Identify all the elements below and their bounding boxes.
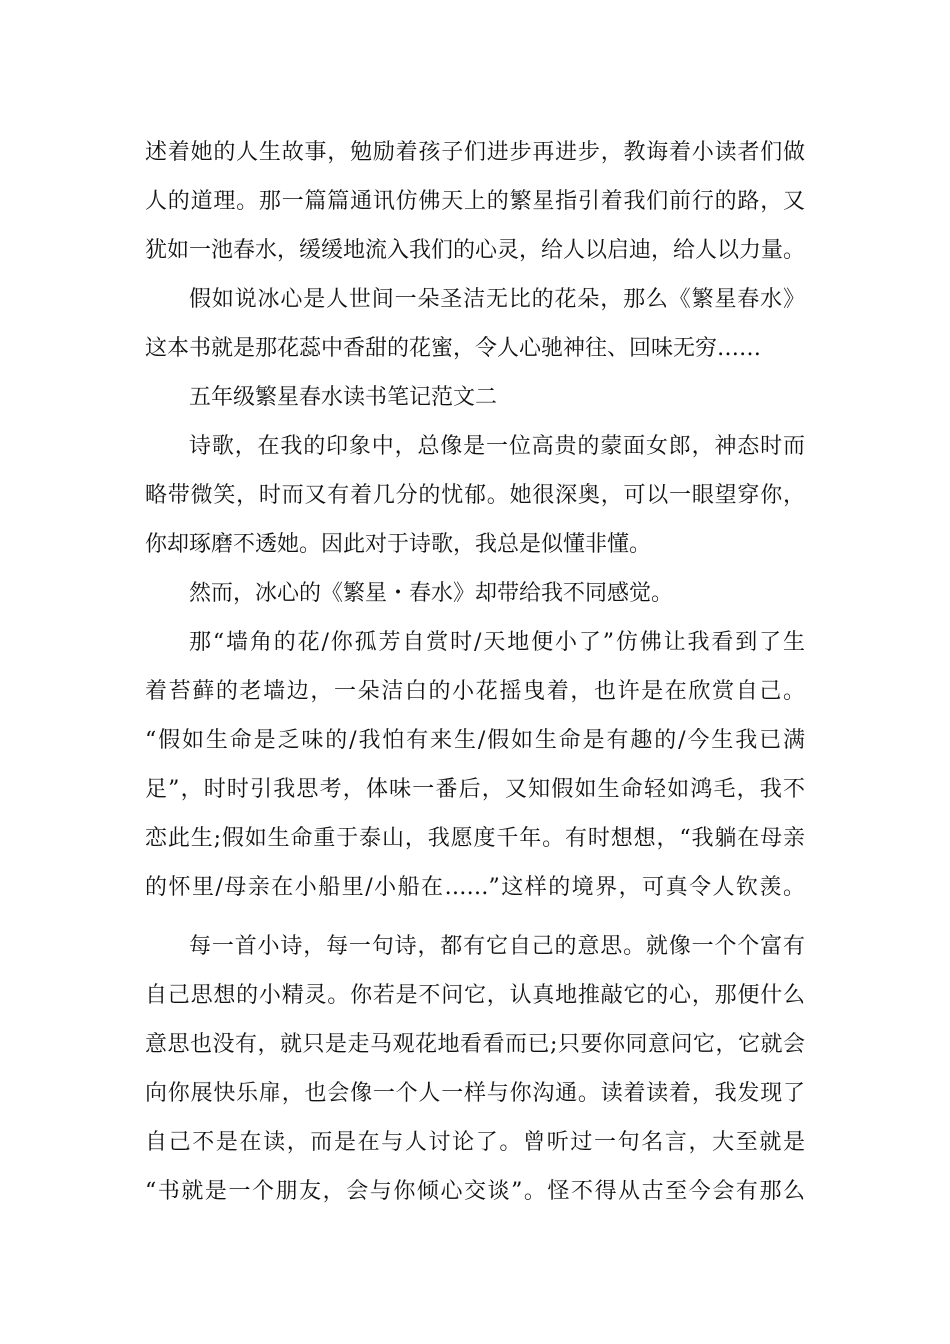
text-line: 的怀里/母亲在小船里/小船在……”这样的境界，可真令人钦羡。 bbox=[145, 875, 805, 900]
text-line: 犹如一池春水，缓缓地流入我们的心灵，给人以启迪，给人以力量。 bbox=[145, 238, 805, 263]
text-line: 着苔藓的老墙边，一朵洁白的小花摇曳着，也许是在欣赏自己。 bbox=[145, 679, 805, 704]
text-line: 足”，时时引我思考，体味一番后，又知假如生命轻如鸿毛，我不 bbox=[145, 777, 805, 802]
text-line: 你却琢磨不透她。因此对于诗歌，我总是似懂非懂。 bbox=[145, 532, 652, 557]
text-line: 述着她的人生故事，勉励着孩子们进步再进步，教诲着小读者们做 bbox=[145, 140, 805, 165]
text-line: 假如说冰心是人世间一朵圣洁无比的花朵，那么《繁星春水》 bbox=[189, 287, 805, 312]
text-line: 意思也没有，就只是走马观花地看看而已;只要你同意问它，它就会 bbox=[145, 1032, 805, 1057]
text-line: 那“墙角的花/你孤芳自赏时/天地便小了”仿佛让我看到了生 bbox=[189, 630, 805, 655]
section-heading: 五年级繁星春水读书笔记范文二 bbox=[189, 385, 498, 410]
text-line: 自己思想的小精灵。你若是不问它，认真地推敲它的心，那便什么 bbox=[145, 983, 805, 1008]
text-line: 自己不是在读，而是在与人讨论了。曾听过一句名言，大至就是 bbox=[145, 1130, 805, 1155]
text-line: 向你展快乐扉，也会像一个人一样与你沟通。读着读着，我发现了 bbox=[145, 1081, 805, 1106]
text-line: 然而，冰心的《繁星・春水》却带给我不同感觉。 bbox=[189, 581, 674, 606]
text-line: 诗歌，在我的印象中，总像是一位高贵的蒙面女郎，神态时而 bbox=[189, 434, 805, 459]
text-line: 这本书就是那花蕊中香甜的花蜜，令人心驰神往、回味无穷…… bbox=[145, 336, 762, 361]
text-line: 恋此生;假如生命重于泰山，我愿度千年。有时想想，“我躺在母亲 bbox=[145, 826, 805, 851]
text-line: 每一首小诗，每一句诗，都有它自己的意思。就像一个个富有 bbox=[189, 934, 805, 959]
text-line: “假如生命是乏味的/我怕有来生/假如生命是有趣的/今生我已满 bbox=[145, 728, 805, 753]
text-line: “书就是一个朋友，会与你倾心交谈”。怪不得从古至今会有那么 bbox=[145, 1179, 805, 1204]
text-line: 略带微笑，时而又有着几分的忧郁。她很深奥，可以一眼望穿你， bbox=[145, 483, 805, 508]
text-line: 人的道理。那一篇篇通讯仿佛天上的繁星指引着我们前行的路，又 bbox=[145, 189, 805, 214]
